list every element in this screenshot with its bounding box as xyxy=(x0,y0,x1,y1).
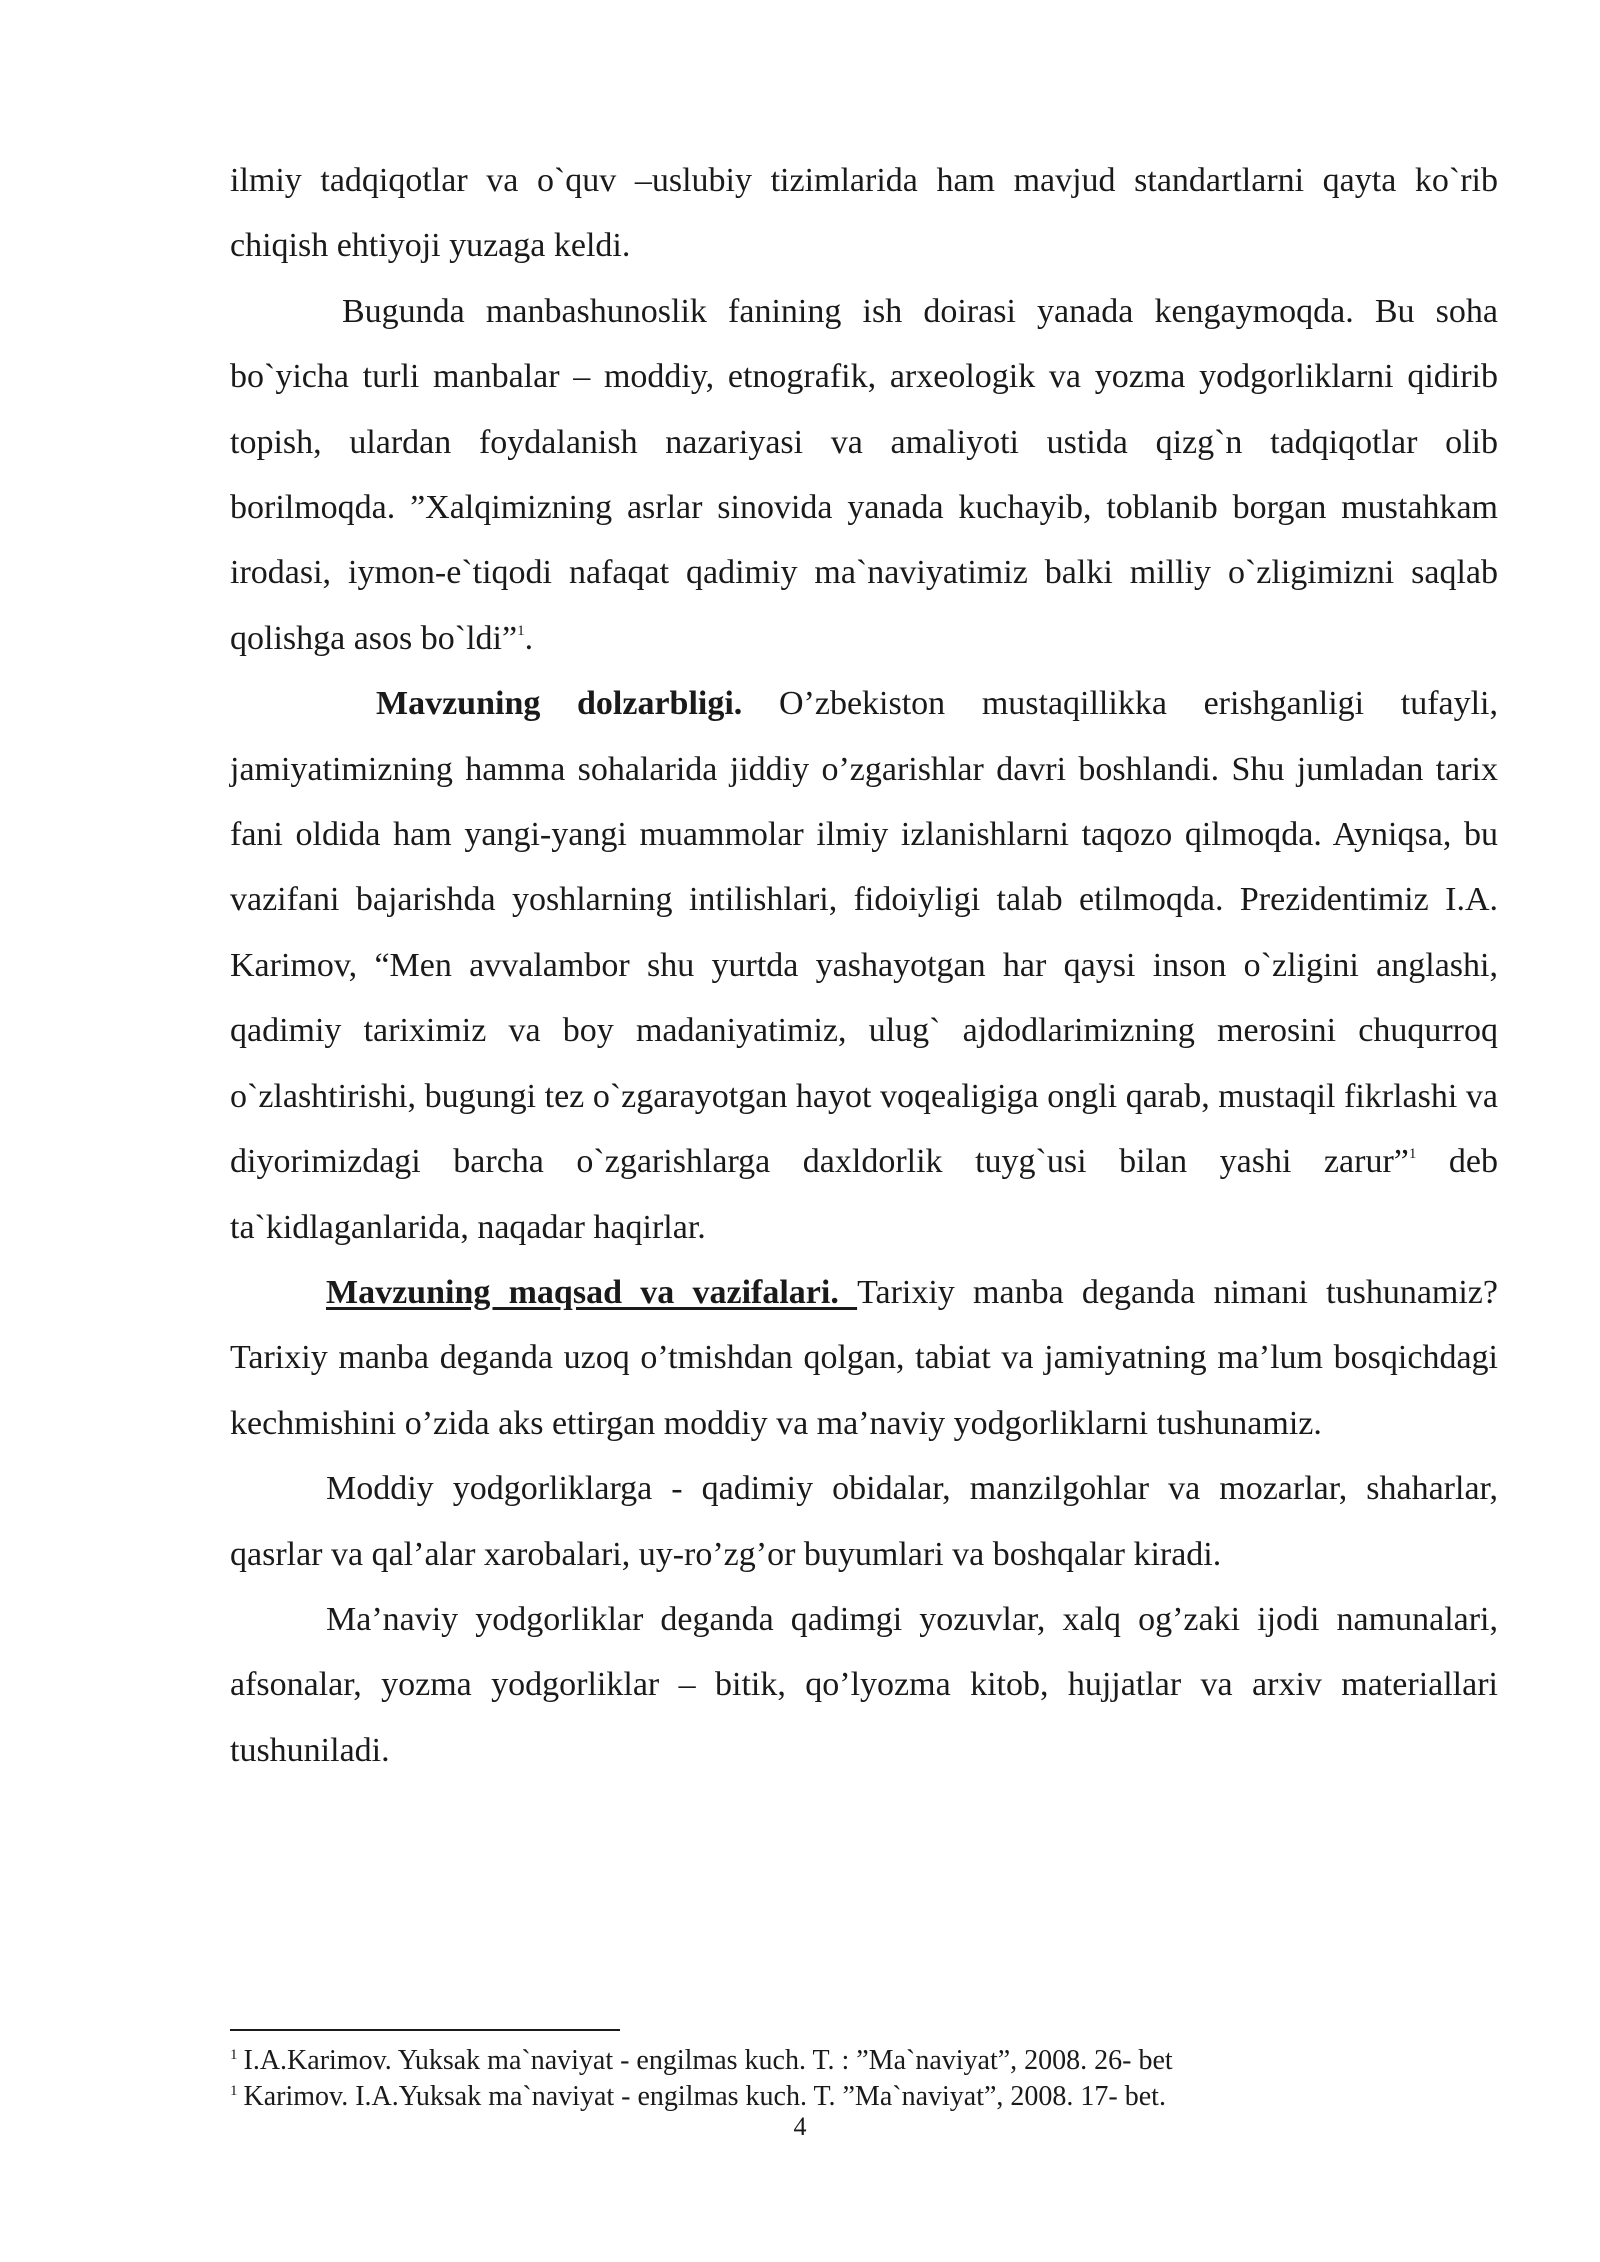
paragraph-1-text: ilmiy tadqiqotlar va o`quv –uslubiy tizimlarida ham mavjud standartlarni qayta ko`rib chiqish ehtiyoji yuzaga keldi. xyxy=(230,162,1498,265)
paragraph-6 xyxy=(230,1587,1498,1783)
section-heading-relevance: Mavzuning dolzarbligi. xyxy=(376,685,743,723)
section-heading-goals: Mavzuning maqsad va vazifalari. xyxy=(326,1273,858,1311)
footnote-2 xyxy=(230,2079,1498,2115)
paragraph-2-end: . xyxy=(524,619,534,657)
footnote-ref: 1 xyxy=(1408,1146,1417,1163)
footnote-mark: 1 xyxy=(230,2047,238,2063)
paragraph-4-text: Tarixiy manba deganda nimani tushunamiz? Tarixiy manba deganda uzoq o’tmishdan qolgan, tabiat va jamiyatning ma’lum bosqichdagi kechmishini o’zida aks ettirgan moddiy va ma’naviy yodgorliklarni tushunamiz. xyxy=(230,1273,1498,1442)
paragraph-2 xyxy=(230,279,1498,671)
footnote-mark: 1 xyxy=(230,2083,238,2099)
footnote-1 xyxy=(230,2043,1498,2079)
page-number: 4 xyxy=(793,2112,807,2141)
paragraph-5-text: Moddiy yodgorliklarga - qadimiy obidalar, manzilgohlar va mozarlar, shaharlar, qasrlar va qal’alar xarobalari, uy-ro’zg’or buyumlari va boshqalar kiradi. xyxy=(230,1470,1498,1573)
footnotes xyxy=(230,2043,1498,2115)
footnote-text: Karimov. I.A.Yuksak ma`naviyat - engilmas kuch. T. ”Ma`naviyat”, 2008. 17- bet. xyxy=(243,2081,1166,2112)
footnote-ref: 1 xyxy=(517,622,525,639)
paragraph-3-text: O’zbekiston mustaqillikka erishganligi tufayli, jamiyatimizning hamma sohalarida jiddiy o’zgarishlar davri boshlandi. Shu jumladan tarix fani oldida ham yangi-yangi muammolar ilmiy izlanishlarni taqozo qilmoqda. Ayniqsa, bu vazifani bajarishda yoshlarning intilishlari, fidoiyligi talab etilmoqda. Prezidentimiz I.A. Karimov, “Men avvalambor shu yurtda yashayotgan har qaysi inson o`zligini anglashi, qadimiy tariximiz va boy madaniyatimiz, ulug` ajdodlarimizning merosini chuqurroq o`zlashtirishi, bugungi tez o`zgarayotgan hayot voqealigiga ongli qarab, mustaqil fikrlashi va diyorimizdagi barcha o`zgarishlarga daxldorlik tuyg`usi bilan yashi zarur” xyxy=(230,685,1499,1181)
paragraph-3 xyxy=(230,671,1498,1260)
footnote-text: I.A.Karimov. Yuksak ma`naviyat - engilmas kuch. T. : ”Ma`naviyat”, 2008. 26- bet xyxy=(243,2045,1173,2076)
paragraph-1 xyxy=(230,148,1498,279)
paragraph-2-text: Bugunda manbashunoslik fanining ish doirasi yanada kengaymoqda. Bu soha bo`yicha turli manbalar – moddiy, etnografik, arxeologik va yozma yodgorliklarni qidirib topish, ulardan foydalanish nazariyasi va amaliyoti ustida qizg`n tadqiqotlar olib borilmoqda. ”Xalqimizning asrlar sinovida yanada kuchayib, toblanib borgan mustahkam irodasi, iymon-e`tiqodi nafaqat qadimiy ma`naviyatimiz balki milliy o`zligimizni saqlab qolishga asos bo`ldi” xyxy=(230,292,1498,657)
paragraph-3-end: deb ta`kidlaganlarida, naqadar haqirlar. xyxy=(230,1143,1498,1246)
paragraph-5 xyxy=(230,1456,1498,1587)
footnote-separator xyxy=(230,2029,620,2031)
paragraph-4 xyxy=(230,1260,1498,1456)
paragraph-6-text: Ma’naviy yodgorliklar deganda qadimgi yozuvlar, xalq og’zaki ijodi namunalari, afsonalar, yozma yodgorliklar – bitik, qo’lyozma kitob, hujjatlar va arxiv materiallari tushuniladi. xyxy=(230,1600,1498,1769)
body-text xyxy=(230,148,1498,1783)
